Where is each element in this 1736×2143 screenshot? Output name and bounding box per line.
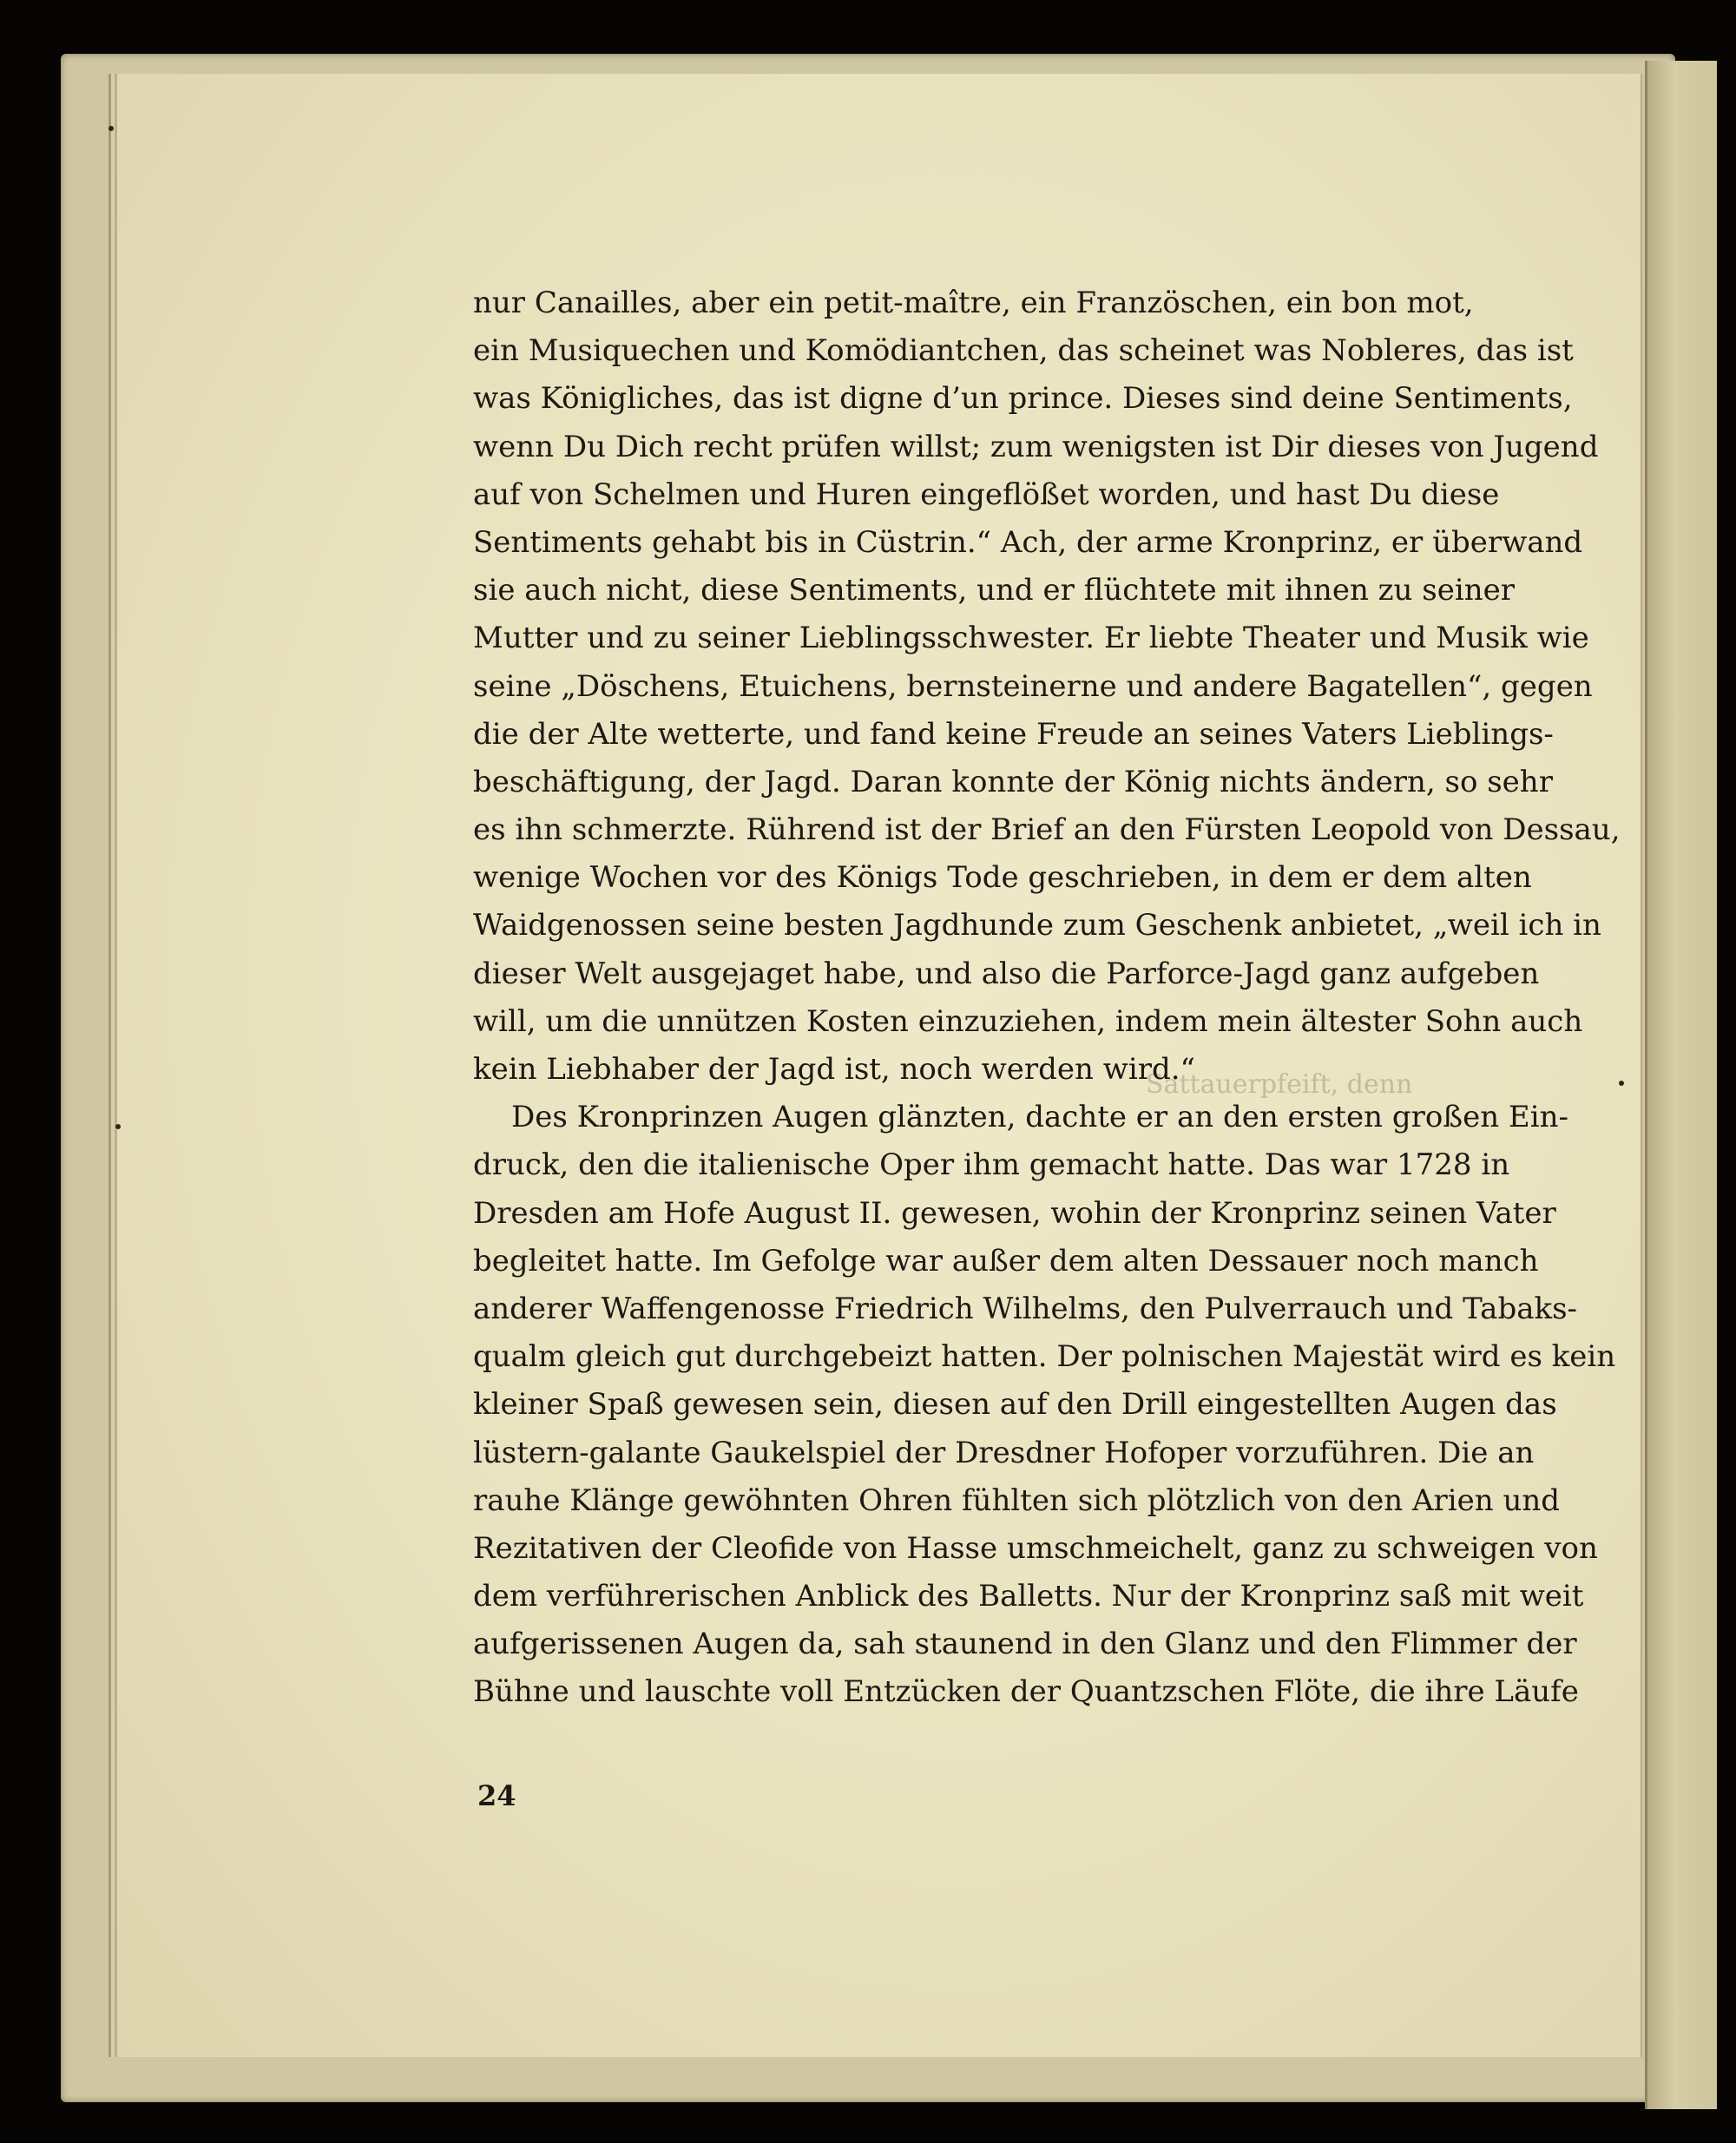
text-line: begleitet hatte. Im Gefolge war außer dem alten Dessauer noch manch xyxy=(473,1243,1539,1279)
text-line: ein Musiquechen und Komödiantchen, das scheinet was Nobleres, das ist xyxy=(473,333,1574,369)
text-line: auf von Schelmen und Huren eingeflößet worden, und hast Du diese xyxy=(473,477,1500,512)
text-line: qualm gleich gut durchgebeizt hatten. Der polnischen Majestät wird es kein xyxy=(473,1339,1616,1375)
text-line: aufgerissenen Augen da, sah staunend in den Glanz und den Flimmer der xyxy=(473,1627,1577,1662)
text-line: kleiner Spaß gewesen sein, diesen auf den Drill eingestellten Augen das xyxy=(473,1387,1557,1423)
text-line: nur Canailles, aber ein petit-maître, ein Französchen, ein bon mot, xyxy=(473,286,1474,320)
text-line: die der Alte wetterte, und fand keine Freude an seines Vaters Lieblings- xyxy=(473,716,1554,752)
text-line: beschäftigung, der Jagd. Daran konnte der König nichts ändern, so sehr xyxy=(473,764,1553,799)
right-page-edge xyxy=(1645,61,1717,2109)
text-line: seine „Döschens, Etuichens, bernsteinerne und andere Bagatellen“, gegen xyxy=(473,668,1593,704)
text-line: anderer Waffengenosse Friedrich Wilhelms, den Pulverrauch und Tabaks- xyxy=(473,1291,1578,1326)
text-line: Sentiments gehabt bis in Cüstrin.“ Ach, der arme Kronprinz, er überwand xyxy=(473,524,1583,560)
text-line: was Königliches, das ist digne d’un prince. Dieses sind deine Sentiments, xyxy=(473,381,1573,417)
text-line: Bühne und lauschte voll Entzücken der Quantzschen Flöte, die ihre Läufe xyxy=(473,1674,1579,1710)
text-line: lüstern-galante Gaukelspiel der Dresdner Hofoper vorzuführen. Die an xyxy=(473,1435,1535,1470)
speck xyxy=(108,126,114,131)
text-line: rauhe Klänge gewöhnten Ohren fühlten sich plötzlich von den Arien und xyxy=(473,1482,1561,1518)
text-line: es ihn schmerzte. Rührend ist der Brief an den Fürsten Leopold von Dessau, xyxy=(473,812,1621,848)
text-line: dieser Welt ausgejaget habe, und also die Parforce-Jagd ganz aufgeben xyxy=(473,956,1540,991)
text-line: sie auch nicht, diese Sentiments, und er flüchtete mit ihnen zu seiner xyxy=(473,573,1515,608)
bleed-through-text: Sattauerpfeift, denn xyxy=(1146,1069,1413,1100)
text-line: Mutter und zu seiner Lieblingsschwester. Er liebte Theater und Musik wie xyxy=(473,621,1589,656)
text-line: Rezitativen der Cleofide von Hasse umschmeichelt, ganz zu schweigen von xyxy=(473,1530,1598,1566)
text-line: Dresden am Hofe August II. gewesen, wohin der Kronprinz seinen Vater xyxy=(473,1195,1556,1231)
page-number: 24 xyxy=(477,1779,516,1812)
text-line: kein Liebhaber der Jagd ist, noch werden wird.“ xyxy=(473,1052,1195,1087)
text-line: dem verführerischen Anblick des Balletts. Nur der Kronprinz saß mit weit xyxy=(473,1579,1584,1614)
text-line: wenige Wochen vor des Königs Tode geschrieben, in dem er dem alten xyxy=(473,860,1532,896)
text-line: Waidgenossen seine besten Jagdhunde zum Geschenk anbietet, „weil ich in xyxy=(473,908,1601,943)
text-line: druck, den die italienische Oper ihm gemacht hatte. Das war 1728 in xyxy=(473,1147,1510,1183)
text-line: Des Kronprinzen Augen glänzten, dachte er an den ersten großen Ein- xyxy=(511,1100,1568,1135)
text-line: wenn Du Dich recht prüfen willst; zum wenigsten ist Dir dieses von Jugend xyxy=(473,429,1599,464)
speck xyxy=(115,1124,121,1129)
speck xyxy=(1619,1081,1624,1086)
text-line: will, um die unnützen Kosten einzuziehen, indem mein ältester Sohn auch xyxy=(473,1003,1583,1039)
body-text xyxy=(473,279,1621,1717)
